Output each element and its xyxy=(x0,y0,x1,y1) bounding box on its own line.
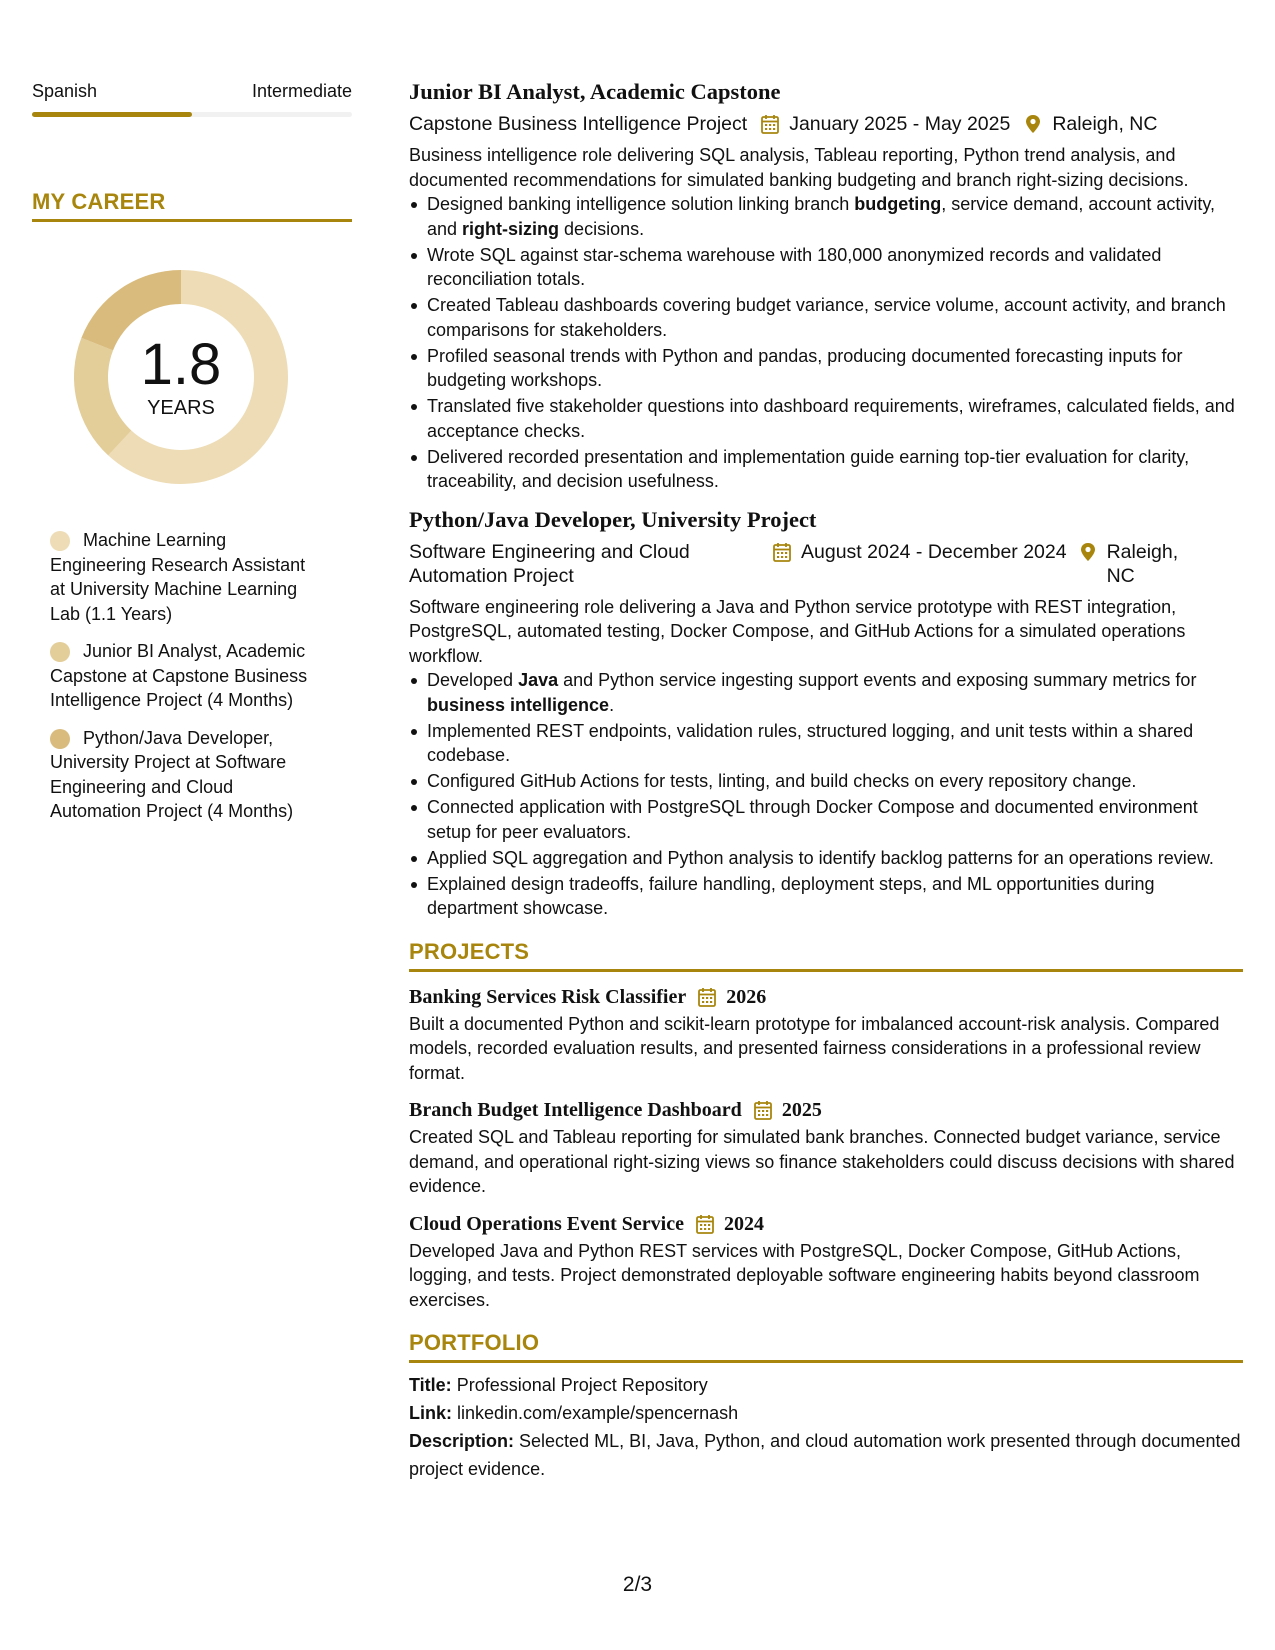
job-company: Capstone Business Intelligence Project xyxy=(409,113,748,135)
bullet-item: Created Tableau dashboards covering budget variance, service volume, account activity, and branch comparisons for stakeholders. xyxy=(409,293,1243,342)
bullet-item: Connected application with PostgreSQL through Docker Compose and documented environment setup for peer evaluators. xyxy=(409,795,1243,844)
legend-label: Junior BI Analyst, Academic Capstone at Capstone Business Intelligence Project (4 Months) xyxy=(50,641,308,710)
language-entry xyxy=(32,80,352,117)
project-title: Banking Services Risk Classifier xyxy=(409,985,687,1008)
bullet-item: Wrote SQL against star-schema warehouse with 180,000 anonymized records and validated reconciliation totals. xyxy=(409,243,1243,292)
job-meta xyxy=(409,112,1243,136)
bullet-item: Developed Java and Python service ingesting support events and exposing summary metrics for business intelligence. xyxy=(409,668,1243,717)
portfolio-link: Link: linkedin.com/example/spencernash xyxy=(409,1403,739,1423)
bullet-item: Implemented REST endpoints, validation rules, structured logging, and unit tests within a shared codebase. xyxy=(409,719,1243,768)
bullet-item: Explained design tradeoffs, failure handling, deployment steps, and ML opportunities during department showcase. xyxy=(409,872,1243,921)
experience-entry xyxy=(409,506,1243,921)
job-company: Software Engineering and Cloud Automation Project xyxy=(409,540,690,587)
career-heading: MY CAREER xyxy=(32,189,166,214)
projects-section xyxy=(409,939,1243,1313)
project-entry xyxy=(409,984,1243,1086)
page-number: 2/3 xyxy=(622,1573,653,1596)
map-pin-icon xyxy=(1079,542,1097,562)
calendar-icon xyxy=(696,1214,714,1234)
job-meta xyxy=(409,540,1243,588)
language-name: Spanish xyxy=(32,81,98,101)
job-summary: Business intelligence role delivering SQL analysis, Tableau reporting, Python trend analysis, and documented recommendations for simulated banking budgeting and branch right-sizing decisions. xyxy=(409,145,1189,190)
portfolio-description: Description: Selected ML, BI, Java, Python, and cloud automation work presented through documented project evidence. xyxy=(409,1431,1241,1479)
projects-heading: PROJECTS xyxy=(409,938,530,964)
portfolio-title: Title: Professional Project Repository xyxy=(409,1375,708,1395)
bullet-item: Translated five stakeholder questions into dashboard requirements, wireframes, calculated fields, and acceptance checks. xyxy=(409,394,1243,443)
job-location: Raleigh, NC xyxy=(1052,113,1158,135)
bullet-item: Applied SQL aggregation and Python analysis to identify backlog patterns for an operations review. xyxy=(409,846,1243,871)
portfolio-link-url[interactable]: linkedin.com/example/spencernash xyxy=(457,1403,739,1423)
project-description: Built a documented Python and scikit-learn prototype for imbalanced account-risk analysis. Compared models, recorded evaluation results, and presented fairness considerations in a professional review format. xyxy=(409,1013,1220,1083)
experience-entry xyxy=(409,78,1243,494)
job-summary: Software engineering role delivering a Java and Python service prototype with REST integration, PostgreSQL, automated testing, Docker Compose, and GitHub Actions for a simulated operations workflow. xyxy=(409,596,1186,666)
bullet-item: Configured GitHub Actions for tests, linting, and build checks on every repository change. xyxy=(409,769,1243,794)
language-level: Intermediate xyxy=(251,81,352,101)
legend-item xyxy=(50,726,322,824)
project-description: Created SQL and Tableau reporting for simulated bank branches. Connected budget variance, service demand, and operational right-sizing views so finance stakeholders could discuss decisions with shared evidence. xyxy=(409,1127,1235,1196)
portfolio-section xyxy=(409,1330,1243,1483)
language-proficiency-bar xyxy=(32,112,352,117)
job-dates: January 2025 - May 2025 xyxy=(789,113,1011,135)
job-bullets xyxy=(409,192,1243,494)
career-donut-chart xyxy=(66,262,296,492)
calendar-icon xyxy=(698,987,716,1007)
career-legend xyxy=(32,528,322,824)
bullet-item: Profiled seasonal trends with Python and pandas, producing documented forecasting inputs for budgeting workshops. xyxy=(409,344,1243,393)
legend-item xyxy=(50,528,322,626)
legend-label: Python/Java Developer, University Project at Software Engineering and Cloud Automation Project (4 Months) xyxy=(50,727,294,821)
career-total-unit: YEARS xyxy=(147,397,215,419)
calendar-icon xyxy=(773,542,791,562)
main-content xyxy=(409,78,1243,1483)
legend-swatch xyxy=(50,729,70,749)
calendar-icon xyxy=(754,1100,772,1120)
legend-swatch xyxy=(50,642,70,662)
project-description: Developed Java and Python REST services with PostgreSQL, Docker Compose, GitHub Actions, logging, and tests. Project demonstrated deployable software engineering habits beyond classroom exercises. xyxy=(409,1240,1200,1310)
bullet-item: Delivered recorded presentation and implementation guide earning top-tier evaluation for clarity, traceability, and decision usefulness. xyxy=(409,445,1243,494)
language-proficiency-fill xyxy=(32,112,192,117)
job-dates: August 2024 - December 2024 xyxy=(801,540,1067,563)
project-entry xyxy=(409,1211,1243,1313)
legend-item xyxy=(50,639,322,713)
map-pin-icon xyxy=(1024,114,1042,134)
legend-label: Machine Learning Engineering Research Assistant at University Machine Learning Lab (1.1 Years) xyxy=(50,530,306,624)
project-title: Cloud Operations Event Service xyxy=(409,1212,684,1235)
portfolio-heading: PORTFOLIO xyxy=(409,1330,540,1355)
section-divider xyxy=(409,1360,1243,1363)
job-bullets xyxy=(409,668,1243,921)
job-title: Junior BI Analyst, Academic Capstone xyxy=(409,79,781,104)
job-location: Raleigh, NC xyxy=(1106,540,1179,587)
section-divider xyxy=(32,219,352,222)
project-title: Branch Budget Intelligence Dashboard xyxy=(409,1099,742,1121)
career-total-years: 1.8 xyxy=(140,332,222,397)
sidebar xyxy=(32,80,352,837)
project-entry xyxy=(409,1097,1243,1199)
bullet-item: Designed banking intelligence solution linking branch budgeting, service demand, account activity, and right-sizing decisions. xyxy=(409,192,1243,241)
legend-swatch xyxy=(50,531,70,551)
career-section xyxy=(32,189,352,222)
project-year: 2024 xyxy=(724,1212,764,1235)
job-title: Python/Java Developer, University Project xyxy=(409,506,817,532)
section-divider xyxy=(409,969,1243,972)
project-year: 2026 xyxy=(726,985,767,1008)
calendar-icon xyxy=(761,114,779,134)
project-year: 2025 xyxy=(781,1099,822,1121)
